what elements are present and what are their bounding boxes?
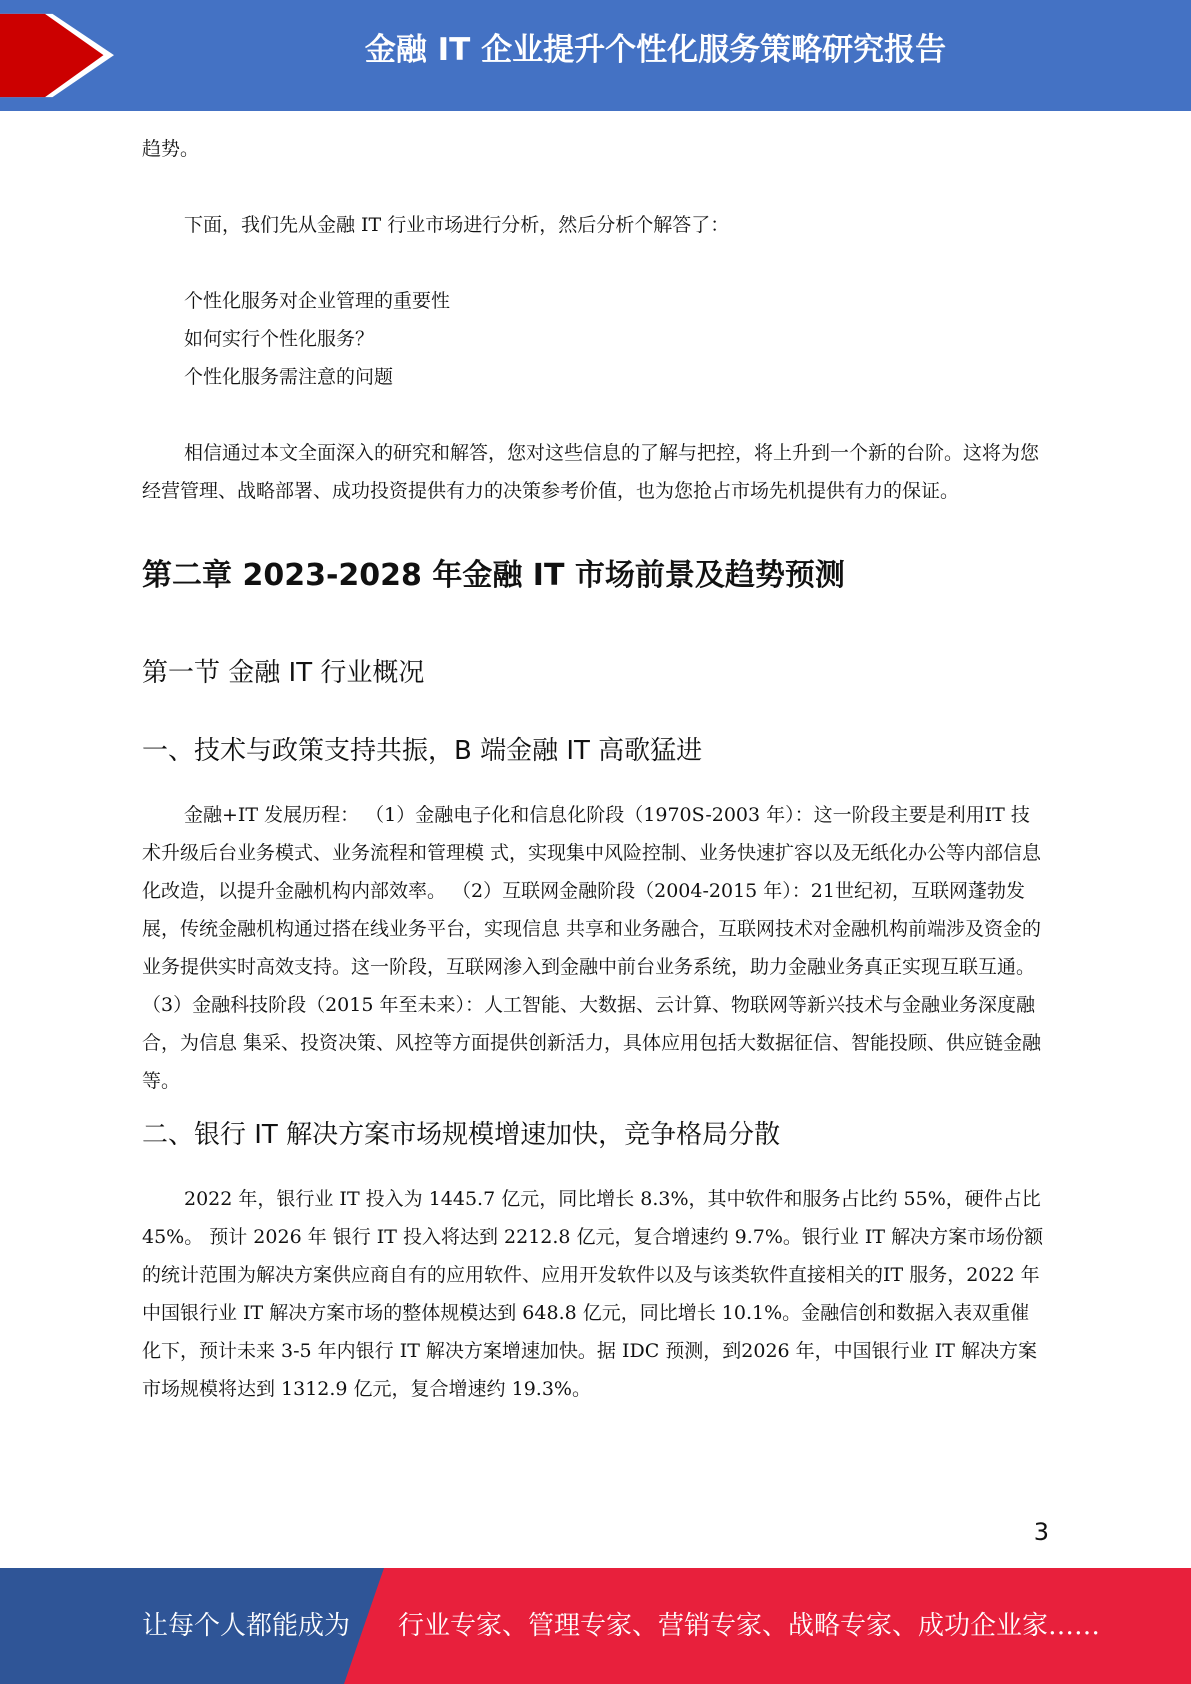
report-title: 金融 IT 企业提升个性化服务策略研究报告 [364,32,947,68]
paragraph-intro: 下面，我们先从金融 IT 行业市场进行分析，然后分析个解答了： [184,214,730,236]
footer-roles: 行业专家、管理专家、营销专家、战略专家、成功企业家…… [398,1611,1101,1641]
section-title: 第一节 金融 IT 行业概况 [142,658,425,688]
subsection-title-1: 一、技术与政策支持共振，B 端金融 IT 高歌猛进 [142,736,703,766]
chapter-title: 第二章 2023-2028 年金融 IT 市场前景及趋势预测 [142,558,845,593]
list-item: 如何实行个性化服务？ [184,328,375,350]
paragraph-conclusion: 相信通过本文全面深入的研究和解答，您对这些信息的了解与把控，将上升到一个新的台阶。这将为您经营管理、战略部署、成功投资提供有力的决策参考价值，也为您抢占市场先机提供有力的保证。 [142,442,1040,502]
footer-slogan: 让每个人都能成为 [142,1611,351,1641]
list-item: 个性化服务对企业管理的重要性 [184,290,451,312]
page-number: 3 [1033,1518,1049,1546]
subsection-title-2: 二、银行 IT 解决方案市场规模增速加快，竞争格局分散 [142,1120,781,1150]
list-item: 个性化服务需注意的问题 [184,366,394,388]
paragraph-trend: 趋势。 [142,138,200,160]
page-body [142,130,1046,1408]
paragraph-development: 金融+IT 发展历程： （1）金融电子化和信息化阶段（1970S-2003 年）：这一阶段主要是利用IT 技术升级后台业务模式、业务流程和管理模 式，实现集中风险控制、业务快速扩容以及无纸化办公等内部信息化改造，以提升金融机构内部效率。 （2）互联网金融阶段（2004-2015 年）：21世纪初，互联网蓬勃发展，传统金融机构通过搭在线业务平台，实现信息 共享和业务融合，互联网技术对金融机构前端涉及资金的业务提供实时高效支持。这一阶段，互联网渗入到金融中前台业务系统，助力金融业务真正实现互联互通。 （3）金融科技阶段（2015 年至未来）：人工智能、大数据、云计算、物联网等新兴技术与金融业务深度融合，为信息 集采、投资决策、风控等方面提供创新活力，具体应用包括大数据征信、智能投顾、供应链金融等。 [142,804,1042,1092]
paragraph-market-size: 2022 年，银行业 IT 投入为 1445.7 亿元，同比增长 8.3%，其中软件和服务占比约 55%，硬件占比 45%。 预计 2026 年 银行 IT 投入将达到 2212.8 亿元，复合增速约 9.7%。银行业 IT 解决方案市场份额的统计范围为解决方案供应商自有的应用软件、应用开发软件以及与该类软件直接相关的IT 服务，2022 年中国银行业 IT 解决方案市场的整体规模达到 648.8 亿元，同比增长 10.1%。金融信创和数据入表双重催 化下，预计未来 3-5 年内银行 IT 解决方案增速加快。据 IDC 预测，到2026 年，中国银行业 IT 解决方案市场规模将达到 1312.9 亿元，复合增速约 19.3%。 [142,1188,1044,1400]
page-header [0,0,1191,111]
page-footer [0,1568,1191,1684]
